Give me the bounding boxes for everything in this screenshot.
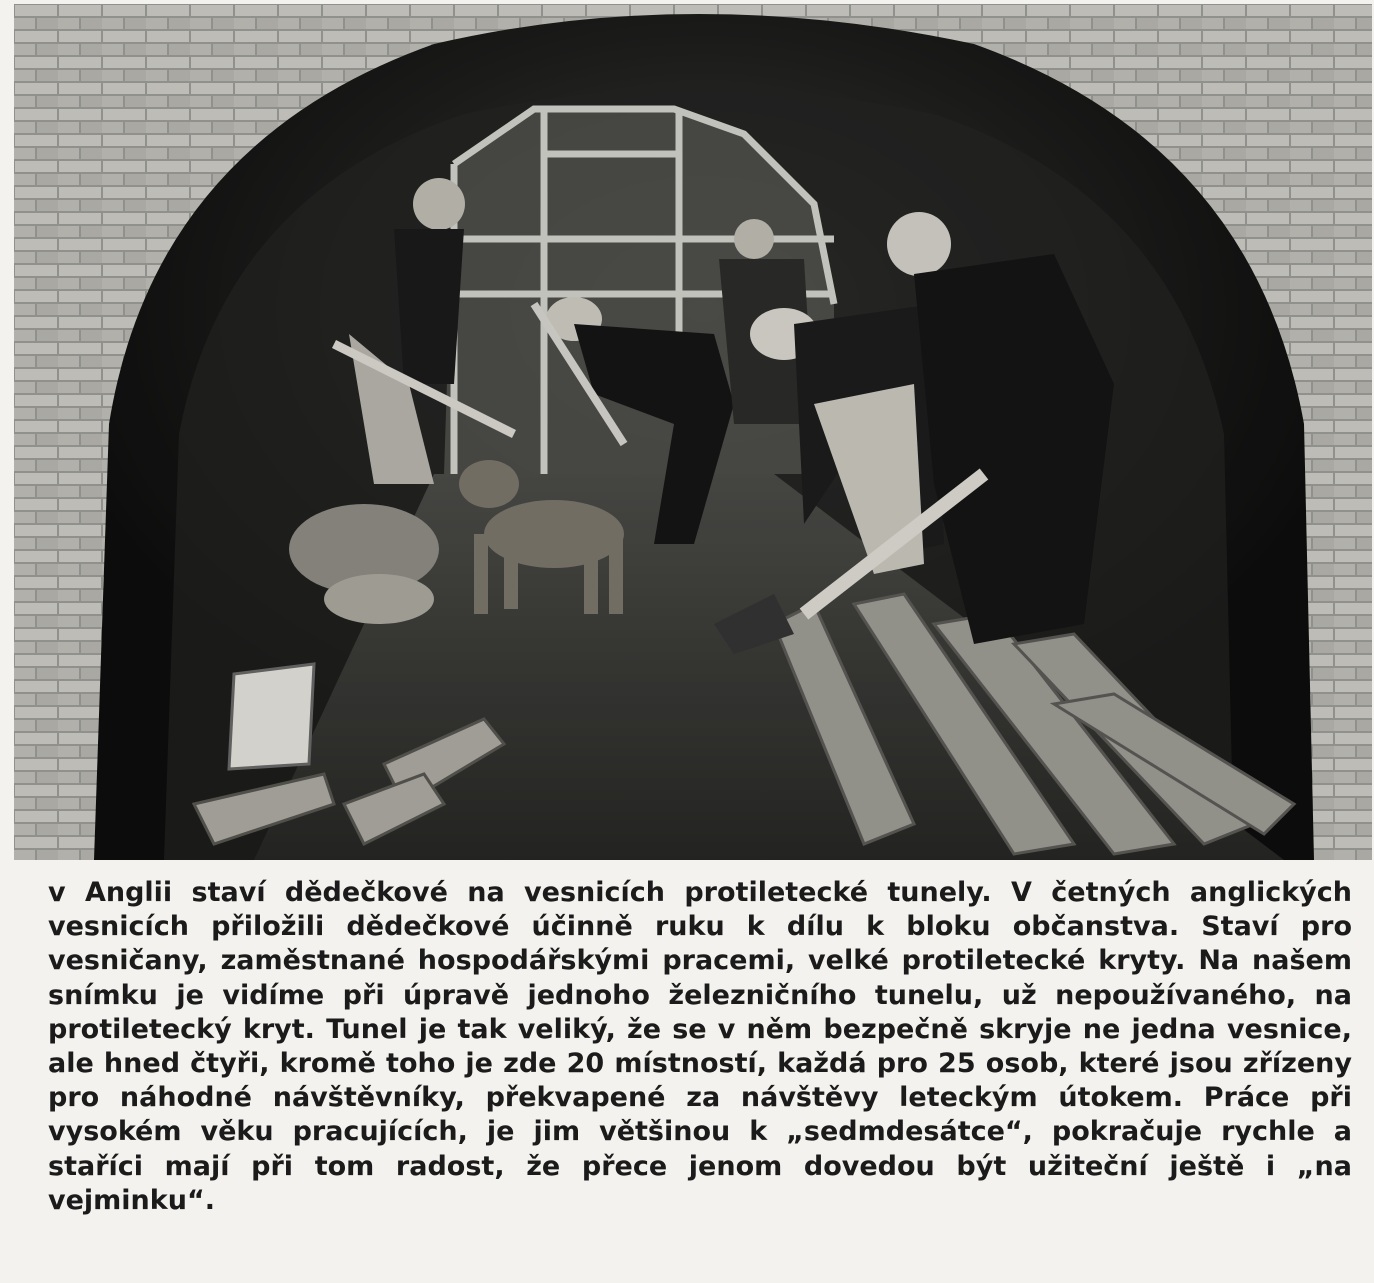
caption-body: V četných anglických vesnicích přiložili dědečkové účinně ruku k dílu k bloku občanstva. Staví pro vesničany, zaměstnané hospodářskými pracemi, velké protiletecké kryty. Na našem snímku je vidíme při úpravě jednoho železničního tunelu, už nepoužívaného, na protiletecký kryt. Tunel je tak veliký, že se v něm bezpečně skryje ne jedna vesnice, ale hned čtyři, kromě toho je zde 20 místností, každá pro 25 osob, které jsou zřízeny pro náhodné návštěvníky, překvapené za návštěvy leteckým útokem. Práce při vysokém věku pracujících, je jim většinou k „sedmdesátce“, pokračuje rychle a staříci mají při tom radost, že přece jenom dovedou být užiteční ještě i „na vejminku“. [48,877,1352,1216]
caption-lead: v Anglii staví dědečkové na vesnicích protiletecké tunely. [48,877,992,908]
photo-caption [48,876,1352,1218]
tunnel-photo [14,4,1372,860]
tunnel-photo-illustration [14,4,1372,860]
